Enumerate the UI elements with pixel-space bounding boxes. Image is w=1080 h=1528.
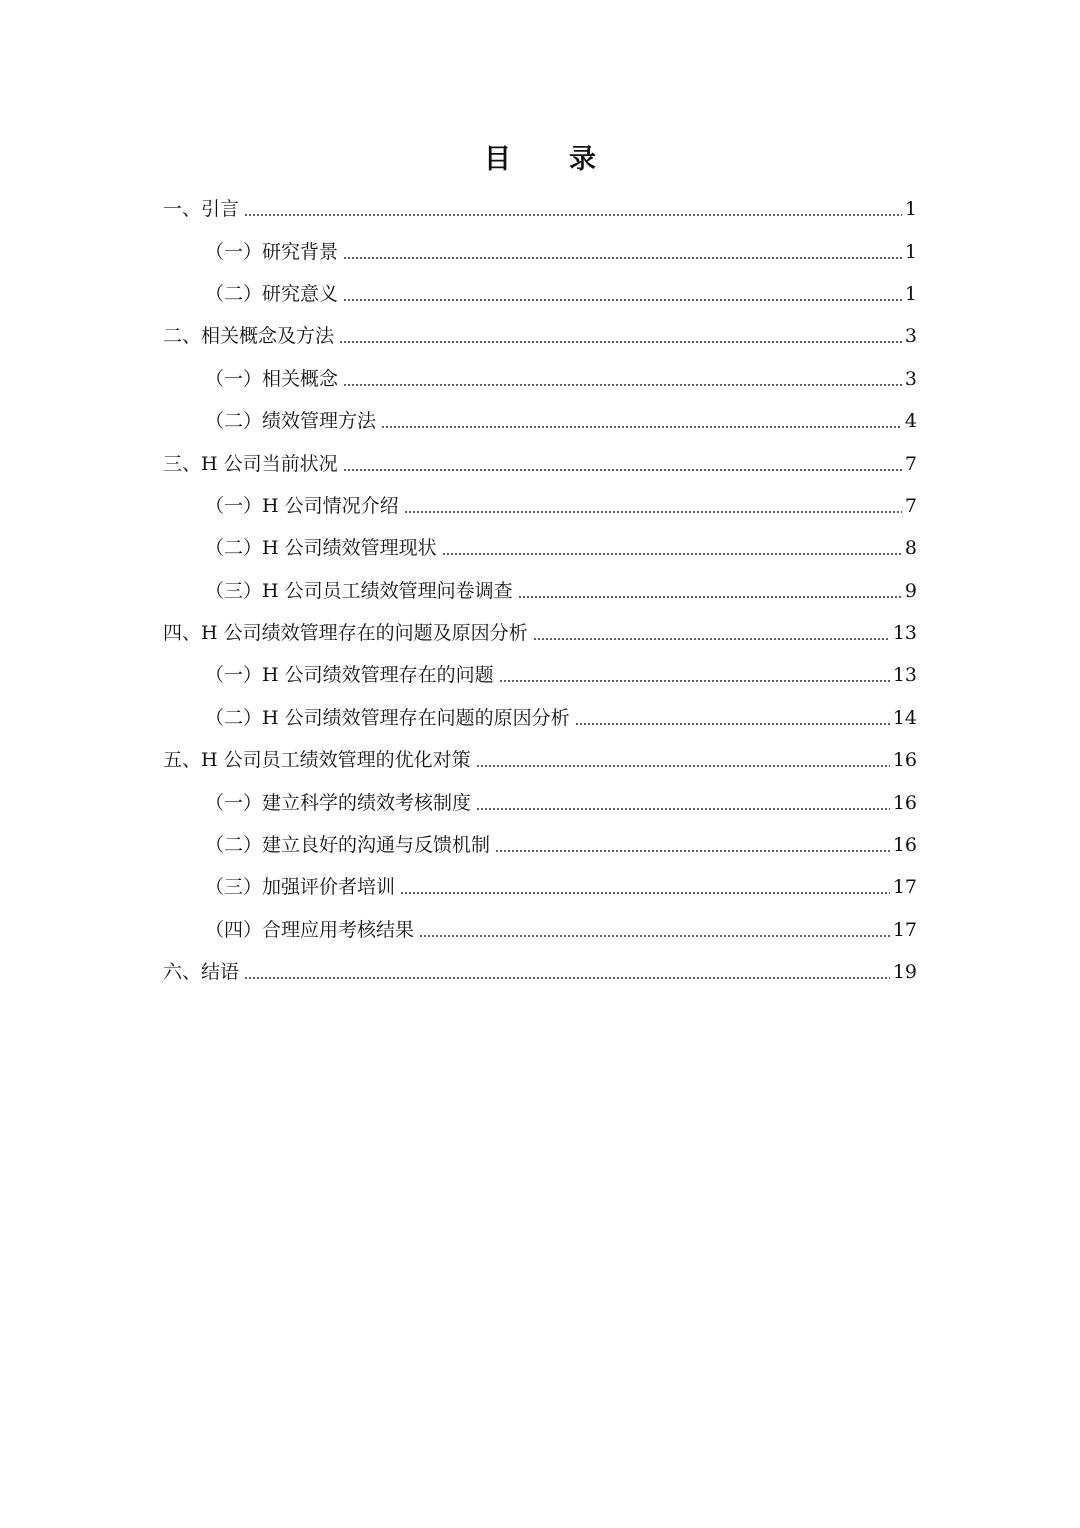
toc-entry-text: （二）研究意义	[205, 282, 339, 305]
toc-page-number: 13	[892, 622, 917, 645]
toc-page-number: 17	[892, 918, 917, 941]
toc-entry[interactable]	[163, 400, 917, 442]
toc-entry[interactable]	[163, 781, 917, 823]
dot-leader	[343, 257, 902, 259]
toc-page-number: 4	[904, 410, 917, 433]
toc-entry-text: 四、H 公司绩效管理存在的问题及原因分析	[163, 622, 528, 645]
toc-page-number: 14	[892, 706, 917, 729]
toc-entry-text: 二、相关概念及方法	[163, 325, 335, 348]
toc-entry-text: （二）绩效管理方法	[205, 410, 377, 433]
toc-entry[interactable]	[163, 697, 917, 739]
toc-page-number: 1	[904, 198, 917, 221]
dot-leader	[533, 638, 890, 640]
toc-page-number: 9	[904, 579, 917, 602]
table-of-contents	[163, 188, 917, 993]
toc-entry-text: （二）建立良好的沟通与反馈机制	[205, 834, 491, 857]
toc-entry-text: （一）H 公司情况介绍	[205, 494, 399, 517]
toc-entry[interactable]	[163, 654, 917, 696]
title-char-2: 录	[569, 144, 596, 175]
toc-entry-text: （一）相关概念	[205, 367, 339, 390]
toc-entry-text: 三、H 公司当前状况	[163, 452, 338, 475]
dot-leader	[476, 808, 890, 810]
toc-entry[interactable]	[163, 273, 917, 315]
dot-leader	[442, 553, 902, 555]
toc-entry[interactable]	[163, 866, 917, 908]
toc-entry-text: （一）研究背景	[205, 240, 339, 263]
toc-page-number: 16	[892, 749, 917, 772]
dot-leader	[518, 596, 902, 598]
toc-entry[interactable]	[163, 824, 917, 866]
toc-page-number: 13	[892, 664, 917, 687]
toc-entry-text: （三）H 公司员工绩效管理问卷调查	[205, 579, 513, 602]
dot-leader	[499, 680, 890, 682]
toc-entry[interactable]	[163, 230, 917, 272]
toc-entry[interactable]	[163, 315, 917, 357]
dot-leader	[343, 469, 902, 471]
toc-entry-text: （四）合理应用考核结果	[205, 918, 415, 941]
title-char-1: 目	[484, 144, 511, 175]
dot-leader	[400, 892, 890, 894]
dot-leader	[381, 426, 902, 428]
toc-entry[interactable]	[163, 570, 917, 612]
toc-entry[interactable]	[163, 485, 917, 527]
toc-page-number: 7	[904, 494, 917, 517]
toc-page-number: 16	[892, 791, 917, 814]
toc-entry[interactable]	[163, 739, 917, 781]
dot-leader	[244, 977, 890, 979]
toc-page-number: 8	[904, 537, 917, 560]
toc-entry-text: 五、H 公司员工绩效管理的优化对策	[163, 749, 471, 772]
dot-leader	[476, 765, 890, 767]
dot-leader	[404, 511, 902, 513]
toc-entry-text: （一）建立科学的绩效考核制度	[205, 791, 472, 814]
toc-entry[interactable]	[163, 951, 917, 993]
toc-entry[interactable]	[163, 612, 917, 654]
dot-leader	[244, 214, 902, 216]
toc-page-number: 19	[892, 961, 917, 984]
toc-entry[interactable]	[163, 442, 917, 484]
toc-page-number: 17	[892, 876, 917, 899]
toc-page-number: 1	[904, 240, 917, 263]
toc-entry[interactable]	[163, 527, 917, 569]
toc-page-number: 7	[904, 452, 917, 475]
toc-page-number: 1	[904, 282, 917, 305]
toc-entry-text: （二）H 公司绩效管理现状	[205, 537, 437, 560]
toc-entry[interactable]	[163, 909, 917, 951]
toc-entry[interactable]	[163, 358, 917, 400]
toc-entry-text: （一）H 公司绩效管理存在的问题	[205, 664, 494, 687]
dot-leader	[343, 299, 902, 301]
toc-entry-text: 一、引言	[163, 198, 240, 221]
toc-page-number: 16	[892, 834, 917, 857]
page-title	[0, 140, 1080, 180]
dot-leader	[495, 850, 890, 852]
toc-entry-text: （三）加强评价者培训	[205, 876, 396, 899]
dot-leader	[419, 935, 890, 937]
toc-page-number: 3	[904, 325, 917, 348]
dot-leader	[575, 723, 890, 725]
dot-leader	[343, 384, 902, 386]
toc-entry-text: （二）H 公司绩效管理存在问题的原因分析	[205, 706, 570, 729]
toc-entry[interactable]	[163, 188, 917, 230]
toc-entry-text: 六、结语	[163, 961, 240, 984]
toc-page-number: 3	[904, 367, 917, 390]
dot-leader	[339, 341, 902, 343]
